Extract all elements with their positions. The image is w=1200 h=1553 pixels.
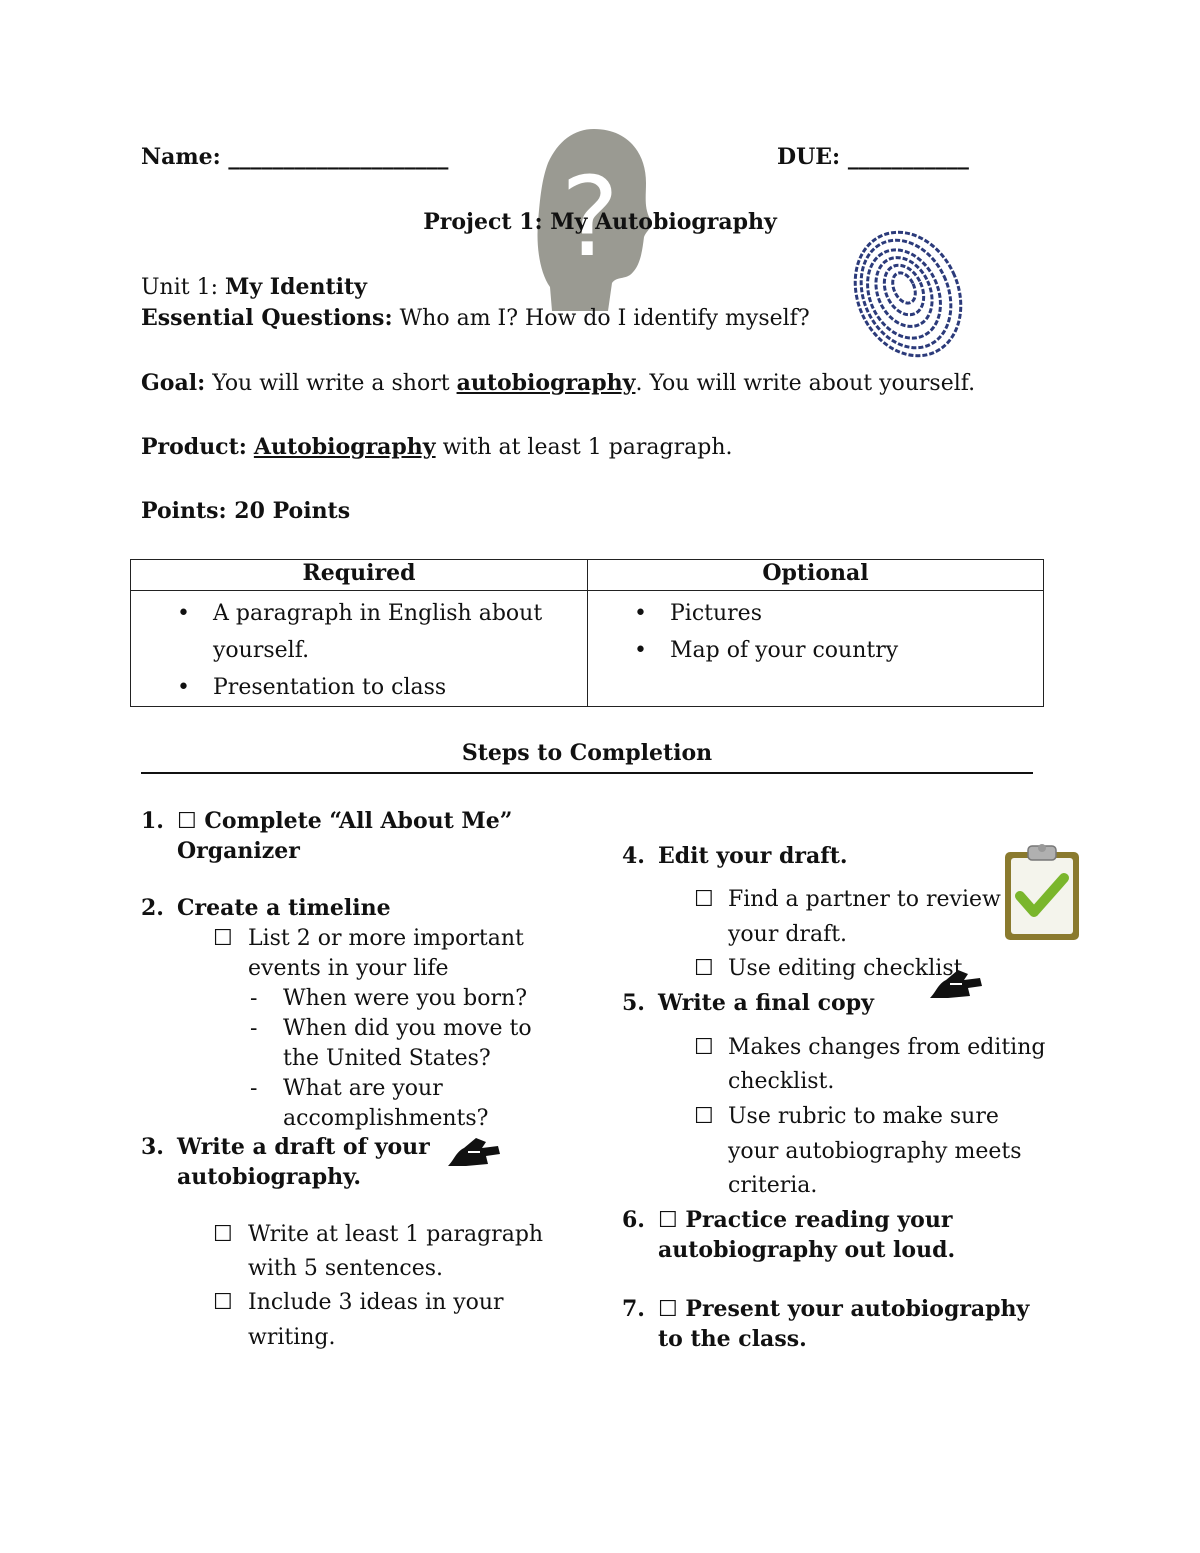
step-7	[658, 1296, 1029, 1322]
goal-term: autobiography	[456, 370, 636, 396]
step-subtext: your autobiography meets	[728, 1139, 1022, 1164]
name-field: Name: ____________________	[141, 144, 449, 170]
page-title: Project 1: My Autobiography	[423, 209, 777, 235]
step-subtext: the United States?	[283, 1046, 491, 1071]
checkbox[interactable]: ☐	[177, 809, 197, 834]
step-6	[658, 1207, 952, 1233]
requirements-table	[130, 559, 1044, 707]
step-1	[177, 808, 512, 834]
step-text: Edit your draft.	[658, 843, 848, 869]
checkbox-glyph: ☐	[694, 956, 714, 981]
step-subtext: Use editing checklist	[728, 956, 963, 981]
step-subtext: Find a partner to review	[728, 887, 1001, 912]
list-item: • Pictures	[670, 595, 1043, 632]
product-term: Autobiography	[253, 434, 436, 460]
checkbox-glyph: ☐	[694, 1035, 714, 1060]
step-subtext: Include 3 ideas in your	[248, 1290, 504, 1315]
product-label: Product:	[141, 434, 247, 460]
list-item: • Map of your country	[670, 632, 1043, 669]
product-post: with at least 1 paragraph.	[442, 435, 733, 460]
step-subtext: checklist.	[728, 1069, 835, 1094]
list-item-text: yourself.	[213, 638, 310, 663]
checkbox[interactable]	[694, 887, 714, 912]
goal-pre: You will write a short	[212, 371, 450, 396]
checkbox[interactable]	[213, 926, 233, 951]
step-number: 6.	[622, 1207, 645, 1233]
step-subtext: your draft.	[728, 922, 848, 947]
list-item	[213, 595, 587, 669]
step-subtext: writing.	[248, 1325, 336, 1350]
checkbox[interactable]	[694, 1104, 714, 1129]
dash: -	[250, 1016, 258, 1041]
step-subtext: List 2 or more important	[248, 926, 524, 951]
steps-divider	[141, 772, 1033, 774]
clipboard-check-icon	[1002, 842, 1082, 942]
step-subtext: What are your	[283, 1076, 443, 1101]
checkbox[interactable]: ☐	[658, 1208, 678, 1233]
step-number: 5.	[622, 990, 645, 1016]
step-number: 4.	[622, 843, 645, 869]
checkbox[interactable]	[694, 1035, 714, 1060]
checkbox-glyph: ☐	[213, 926, 233, 951]
eq-text: Who am I? How do I identify myself?	[399, 306, 810, 331]
checkbox-glyph: ☐	[213, 1222, 233, 1247]
step-subtext: with 5 sentences.	[248, 1256, 443, 1281]
list-item-text: A paragraph in English about	[213, 601, 543, 626]
step-text: Write a draft of your	[177, 1134, 430, 1160]
step-text: to the class.	[658, 1326, 807, 1352]
step-subtext: Makes changes from editing	[728, 1035, 1046, 1060]
step-text: Practice reading your	[685, 1207, 953, 1233]
product-line	[141, 434, 733, 460]
goal-line	[141, 370, 975, 396]
checkbox[interactable]	[694, 956, 714, 981]
step-text: Present your autobiography	[685, 1296, 1030, 1322]
checkbox[interactable]	[213, 1222, 233, 1247]
step-text: Complete “All About Me”	[204, 808, 513, 834]
checkbox-glyph: ☐	[213, 1290, 233, 1315]
checkbox[interactable]	[213, 1290, 233, 1315]
required-header: Required	[131, 560, 588, 591]
writing-hand-icon	[446, 1130, 502, 1170]
step-number: 7.	[622, 1296, 645, 1322]
step-text: Create a timeline	[177, 895, 391, 921]
list-item: • Presentation to class	[213, 669, 587, 706]
checkbox[interactable]: ☐	[658, 1297, 678, 1322]
steps-title: Steps to Completion	[461, 740, 713, 766]
step-subtext: When did you move to	[283, 1016, 532, 1041]
step-subtext: criteria.	[728, 1173, 818, 1198]
step-subtext: accomplishments?	[283, 1106, 489, 1131]
step-subtext: Use rubric to make sure	[728, 1104, 999, 1129]
fingerprint-icon	[846, 222, 970, 362]
step-subtext: events in your life	[248, 956, 449, 981]
optional-cell	[588, 591, 1044, 707]
essential-questions	[141, 305, 810, 331]
step-number: 1.	[141, 808, 164, 834]
checkbox-glyph: ☐	[694, 1104, 714, 1129]
points-line: Points: 20 Points	[141, 498, 351, 524]
step-subtext: When were you born?	[283, 986, 527, 1011]
unit-line	[141, 274, 367, 300]
eq-label: Essential Questions:	[141, 305, 393, 331]
dash: -	[250, 986, 258, 1011]
step-subtext: Write at least 1 paragraph	[248, 1222, 544, 1247]
step-text: Organizer	[177, 838, 300, 864]
svg-text:?: ?	[560, 153, 620, 281]
goal-label: Goal:	[141, 370, 206, 396]
required-cell	[131, 591, 588, 707]
unit-label: Unit 1:	[141, 275, 218, 300]
step-text: autobiography out loud.	[658, 1237, 956, 1263]
step-text: autobiography.	[177, 1164, 362, 1190]
unit-value: My Identity	[225, 274, 367, 300]
step-number: 2.	[141, 895, 164, 921]
dash: -	[250, 1076, 258, 1101]
goal-post: . You will write about yourself.	[635, 371, 976, 396]
step-text: Write a final copy	[658, 990, 874, 1016]
checkbox-glyph: ☐	[694, 887, 714, 912]
step-number: 3.	[141, 1134, 164, 1160]
due-field: DUE: ___________	[777, 144, 969, 170]
optional-header: Optional	[588, 560, 1044, 591]
